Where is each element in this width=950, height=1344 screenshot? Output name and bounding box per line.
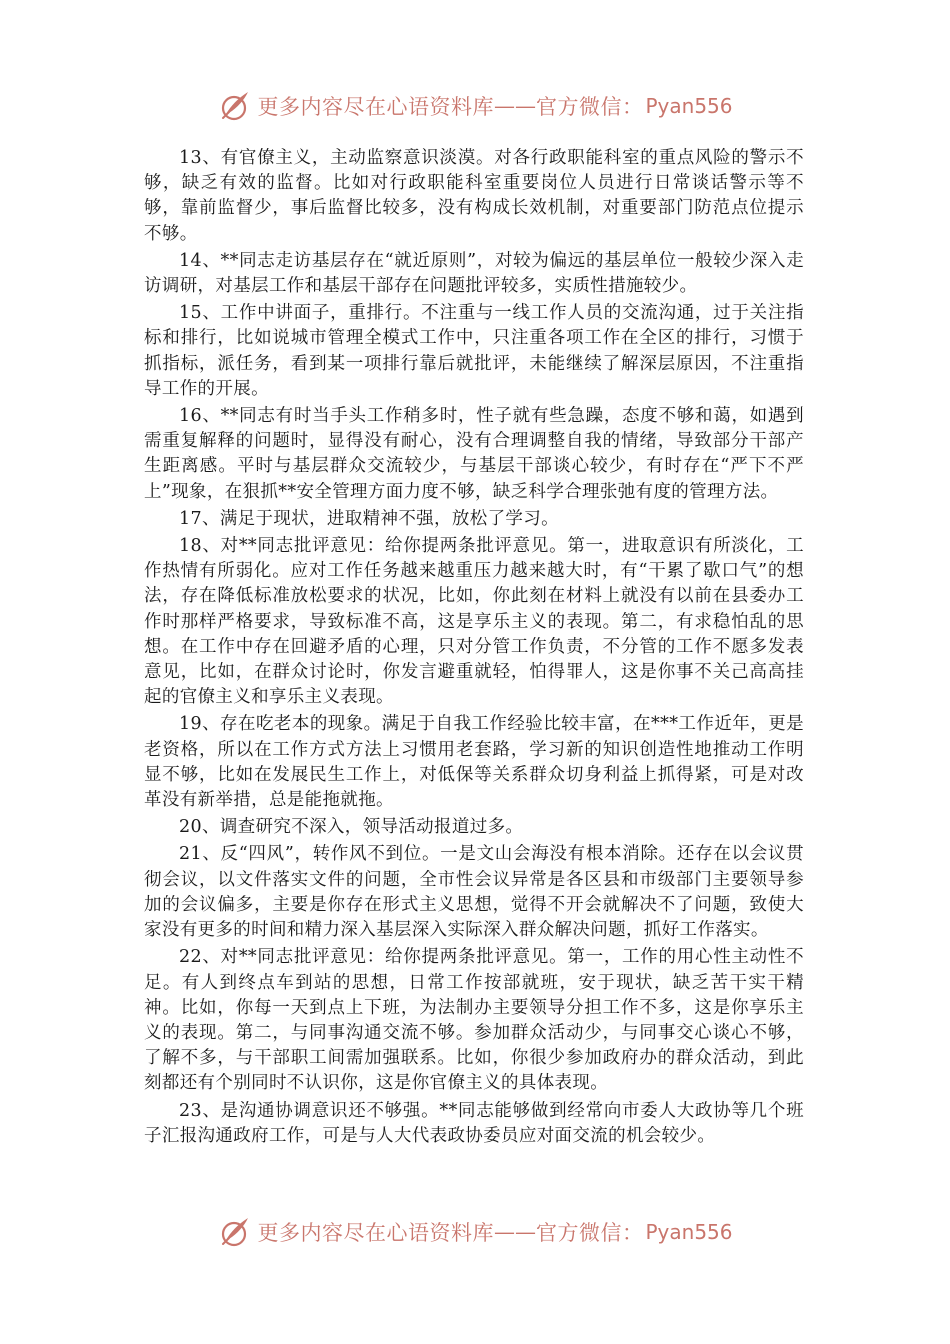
header-watermark-banner <box>0 84 950 128</box>
paragraph-14: 14、**同志走访基层存在“就近原则”，对较为偏远的基层单位一般较少深入走访调研，对基层工作和基层干部存在问题批评较多，实质性措施较少。 <box>144 250 804 297</box>
banner-separator: —— <box>493 94 536 118</box>
paragraph-23: 23、是沟通协调意识还不够强。**同志能够做到经常向市委人大政协等几个班子汇报沟通政府工作，可是与人大代表政协委员应对面交流的机会较少。 <box>144 1100 804 1146</box>
paragraph-17: 17、满足于现状，进取精神不强，放松了学习。 <box>179 508 559 529</box>
paragraph-22: 22、对**同志批评意见：给你提两条批评意见。第一，工作的用心性主动性不足。有人到终点车到站的思想，日常工作按部就班，安于现状，缺乏苦干实干精神。比如，你每一天到点上下班，为法制办主要领导分担工作不多，这是你享乐主义的表现。第二，与同事沟通交流不够。参加群众活动少，与同事交心谈心不够，了解不多，与干部职工间需加强联系。比如，你很少参加政府办的群众活动，到此刻都还有个别同时不认识你，这是你官僚主义的具体表现。 <box>144 947 804 1094</box>
paragraph-13: 13、有官僚主义，主动监察意识淡漠。对各行政职能科室的重点风险的警示不够，缺乏有效的监督。比如对行政职能科室重要岗位人员进行日常谈话警示等不够，靠前监督少，事后监督比较多，没有构成长效机制，对重要部门防范点位提示不够。 <box>144 148 804 244</box>
banner-wechat-label: 官方微信： <box>535 95 644 119</box>
paragraph-21: 21、反“四风”，转作风不到位。一是文山会海没有根本消除。还存在以会议贯彻会议，以文件落实文件的问题，全市性会议异常是各区县和市级部门主要领导参加的会议偏多，主要是你存在形式主义思想，觉得不开会就解决不了问题，致使大家没有更多的时间和精力深入基层深入实际深入群众解决问题，抓好工作落实。 <box>144 844 804 941</box>
quill-ink-icon <box>217 1215 251 1249</box>
quill-ink-icon <box>217 89 251 123</box>
banner-wechat-id: Pyan556 <box>645 1220 733 1244</box>
banner-title: 更多内容尽在心语资料库 <box>257 1221 494 1245</box>
paragraph-16: 16、**同志有时当手头工作稍多时，性子就有些急躁，态度不够和蔼，如遇到需重复解释的问题时，显得没有耐心，没有合理调整自我的情绪，导致部分干部产生距离感。平时与基层群众交流较少，与基层干部谈心较少，有时存在“严下不严上”现象，在狠抓**安全管理方面力度不够，缺乏科学合理张弛有度的管理方法。 <box>144 406 804 502</box>
banner-title: 更多内容尽在心语资料库 <box>257 95 494 119</box>
banner-wechat-id: Pyan556 <box>645 94 733 118</box>
banner-separator: —— <box>493 1220 536 1244</box>
paragraph-18: 18、对**同志批评意见：给你提两条批评意见。第一，进取意识有所淡化，工作热情有所弱化。应对工作任务越来越重压力越来越大时，有“干累了歇口气”的想法，存在降低标准放松要求的状况，比如，你此刻在材料上就没有以前在县委办工作时那样严格要求，导致标准不高，这是享乐主义的表现。第二，有求稳怕乱的思想。在工作中存在回避矛盾的心理，只对分管工作负责，不分管的工作不愿多发表意见，比如，在群众讨论时，你发言避重就轻，怕得罪人，这是你事不关己高高挂起的官僚主义和享乐主义表现。 <box>144 536 804 708</box>
banner-wechat-label: 官方微信： <box>535 1221 644 1245</box>
paragraph-20: 20、调查研究不深入，领导活动报道过多。 <box>179 817 524 838</box>
paragraph-15: 15、工作中讲面子，重排行。不注重与一线工作人员的交流沟通，过于关注指标和排行，比如说城市管理全模式工作中，只注重各项工作在全区的排行，习惯于抓指标，派任务，看到某一项排行靠后就批评，未能继续了解深层原因，不注重指导工作的开展。 <box>144 303 804 399</box>
footer-watermark-banner <box>0 1210 950 1254</box>
paragraph-19: 19、存在吃老本的现象。满足于自我工作经验比较丰富，在***工作近年，更是老资格，所以在工作方式方法上习惯用老套路，学习新的知识创造性地推动工作明显不够，比如在发展民生工作上，对低保等关系群众切身利益上抓得紧，可是对改革没有新举措，总是能拖就拖。 <box>144 714 804 811</box>
document-body <box>144 146 804 1151</box>
